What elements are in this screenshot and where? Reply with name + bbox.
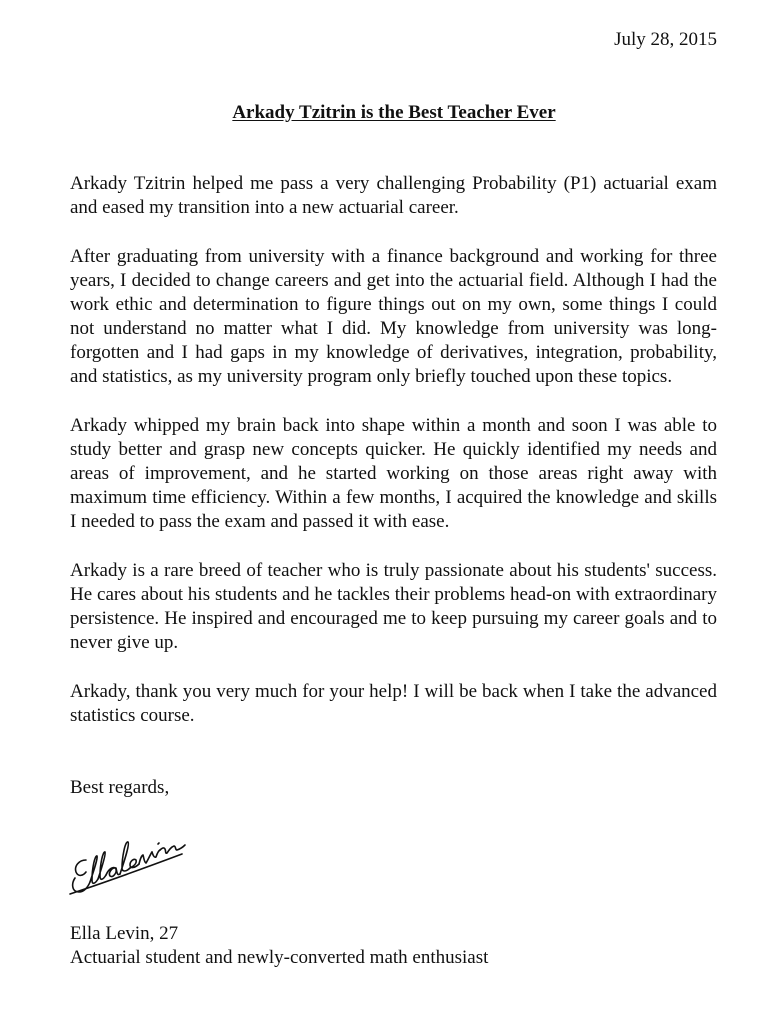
letter-title: Arkady Tzitrin is the Best Teacher Ever (232, 102, 556, 123)
body-paragraph-2: After graduating from university with a finance background and working for three years, I decided to change careers and get into the actuarial field. Although I had the work ethic and determination to figure things out on my own, some things I could not understand no matter what I did. My knowledge from university was long-forgotten and I had gaps in my knowledge of derivatives, integration, probability, and statistics, as my university program only briefly touched upon these topics. (70, 246, 717, 387)
body-paragraph-1: Arkady Tzitrin helped me pass a very challenging Probability (P1) actuarial exam and eased my transition into a new actuarial career. (70, 173, 717, 218)
body-paragraph-4: Arkady is a rare breed of teacher who is truly passionate about his students' success. He cares about his students and he tackles their problems head-on with extraordinary persistence. He inspired and encouraged me to keep pursuing my career goals and to never give up. (70, 560, 717, 653)
body-paragraph-5: Arkady, thank you very much for your help! I will be back when I take the advanced statistics course. (70, 681, 717, 726)
signer-name: Ella Levin, 27 (70, 923, 179, 944)
body-paragraph-3: Arkady whipped my brain back into shape within a month and soon I was able to study better and grasp new concepts quicker. He quickly identified my needs and areas of improvement, and he started working on those areas right away with maximum time efficiency. Within a few months, I acquired the knowledge and skills I needed to pass the exam and passed it with ease. (70, 415, 717, 532)
closing-line: Best regards, (70, 777, 170, 798)
signer-title: Actuarial student and newly-converted math enthusiast (70, 947, 489, 968)
handwritten-signature (64, 822, 204, 902)
letter-body (70, 172, 717, 728)
letter-date: July 28, 2015 (614, 29, 717, 50)
